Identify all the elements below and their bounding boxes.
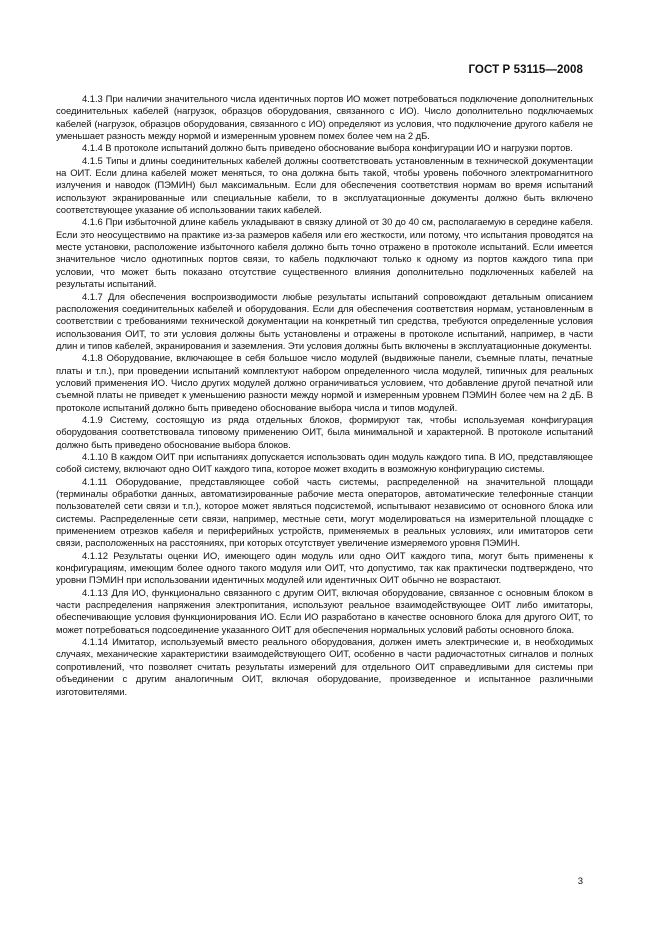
paragraph-4-1-11: 4.1.11 Оборудование, представляющее собой часть системы, распределенной на значительной площади (терминалы обработки данных, автоматизированные рабочие места операторов, автоматические телефонные станции пользователей сети связи и т.п.), которое может являться подсистемой, испытывают независимо от основного блока или системы. Распределенные сети связи, например, местные сети, могут моделироваться на измерительной площадке с применением отрезков кабеля и периферийных устройств, применяемых в реальных условиях, или имитаторов сети связи, расположенных на расстояниях, при которых отсутствует увеличение измеряемого уровня ПЭМИН. xyxy=(56,476,593,550)
paragraph-4-1-13: 4.1.13 Для ИО, функционально связанного с другим ОИТ, включая оборудование, связанное с основным блоком в части распределения напряжения электропитания, используют реальное взаимодействующее ОИТ либо имитаторы, обеспечивающие условия функционирования ИО. Если ИО разработано в качестве основного блока для другого ОИТ, то может потребоваться подсоединение указанного ОИТ для обеспечения нормальных условий работы основного блока. xyxy=(56,587,593,636)
paragraph-4-1-5: 4.1.5 Типы и длины соединительных кабелей должны соответствовать установленным в технической документации на ОИТ. Если длина кабелей может меняться, то она должна быть такой, чтобы уровень побочного электромагнитного излучения и наводок (ПЭМИН) был максимальным. Если для обеспечения соответствия нормам во время испытаний используют экранированные или специальные кабели, то в эксплуатационные документы должно быть включено соответствующее указание об использовании таких кабелей. xyxy=(56,155,593,217)
paragraph-4-1-12: 4.1.12 Результаты оценки ИО, имеющего один модуль или одно ОИТ каждого типа, могут быть применены к конфигурациям, имеющим более одного такого модуля или ОИТ, что допустимо, так как практически подтверждено, что уровни ПЭМИН при использовании идентичных модулей или идентичных ОИТ обычно не возрастают. xyxy=(56,550,593,587)
page-number: 3 xyxy=(577,876,583,887)
paragraph-4-1-7: 4.1.7 Для обеспечения воспроизводимости любые результаты испытаний сопровождают детальным описанием расположения соединительных кабелей и оборудования. Если для обеспечения соответствия нормам, установленным в соответствии с требованиями технической документации на конкретный тип средства, требуются определенные условия использования ОИТ, то эти условия должны быть установлены и отражены в протоколе испытаний, например, в части длин и типов кабелей, экранирования и заземления. Эти условия должны быть включены в эксплуатационные документы. xyxy=(56,291,593,352)
paragraph-4-1-4: 4.1.4 В протоколе испытаний должно быть приведено обоснование выбора конфигурации ИО и нагрузки портов. xyxy=(82,143,573,155)
paragraph-4-1-10: 4.1.10 В каждом ОИТ при испытаниях допускается использовать один модуль каждого типа. В ИО, представляющее собой систему, включают одно ОИТ каждого типа, которое может входить в возможную конфигурацию системы. xyxy=(56,451,593,476)
paragraph-4-1-3: 4.1.3 При наличии значительного числа идентичных портов ИО может потребоваться подключение дополнительных соединительных кабелей (нагрузок, образцов оборудования, связанного с ИО). Число дополнительно подключаемых кабелей (нагрузок, образцов оборудования, связанного с ИО) определяют из условия, что подключение другого кабеля не уменьшает разность между нормой и измеренным уровнем помех более чем на 2 дБ. xyxy=(56,94,593,143)
paragraph-4-1-14: 4.1.14 Имитатор, используемый вместо реального оборудования, должен иметь электрические и, в необходимых случаях, механические характеристики взаимодействующего ОИТ, особенно в части радиочастотных сигналов и полных сопротивлений, что позволяет считать результаты измерений для отдельного ОИТ справедливыми для системы при объединении с другим аналогичным ОИТ, включая оборудование, произведенное и испытанное различными изготовителями. xyxy=(56,637,593,698)
paragraph-4-1-8: 4.1.8 Оборудование, включающее в себя большое число модулей (выдвижные панели, съемные платы, печатные платы и т.п.), при проведении испытаний комплектуют набором определенного числа модулей, типичных для реальных условий применения ИО. Число других модулей должно ограничиваться условием, что добавление другой печатной или съемной платы не приведет к уменьшению разности между нормой и измеренным уровнем ПЭМИН более чем на 2 дБ. В протоколе испытаний должно быть приведено обоснование выбора числа и типов модулей. xyxy=(56,353,593,414)
paragraph-4-1-9: 4.1.9 Систему, состоящую из ряда отдельных блоков, формируют так, чтобы используемая конфигурация оборудования соответствовала типовому применению ОИТ, была минимальной и характерной. В протоколе испытаний должно быть приведено обоснование выбора блоков. xyxy=(56,414,593,451)
paragraph-4-1-6: 4.1.6 При избыточной длине кабель укладывают в связку длиной от 30 до 40 см, располагаемую в середине кабеля. Если это неосуществимо на практике из-за размеров кабеля или его жесткости, или потому, что испытания проводятся на месте установки, расположение избыточного кабеля должно быть точно отражено в протоколе испытаний. Если имеется значительное число однотипных портов связи, то кабель подключают только к одному из портов каждого типа при условии, что может быть показано отсутствие существенного влияния дополнительно подключенных кабелей на результаты испытаний. xyxy=(56,217,593,291)
document-header: ГОСТ Р 53115—2008 xyxy=(468,64,583,76)
page-body xyxy=(56,94,593,699)
